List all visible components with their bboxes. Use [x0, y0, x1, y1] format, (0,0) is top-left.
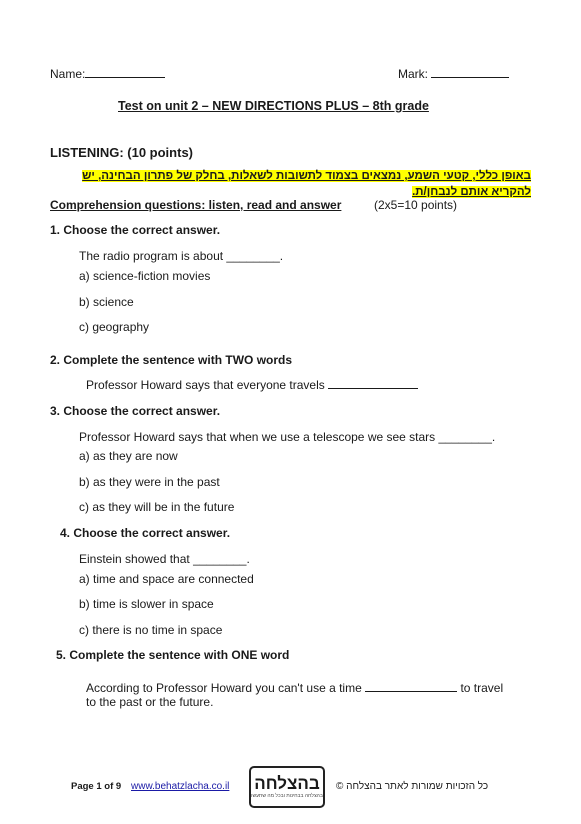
q4-heading: 4. Choose the correct answer. — [60, 526, 231, 540]
q1-option-a[interactable]: a) science-fiction movies — [79, 269, 211, 283]
name-label: Name: — [50, 67, 86, 81]
q4-option-c[interactable]: c) there is no time in space — [79, 623, 223, 637]
q2-stem-row — [86, 378, 418, 392]
q5-stem-after: to travel to the past or the future. — [86, 681, 504, 709]
name-field-row — [50, 67, 165, 81]
q3-option-a[interactable]: a) as they are now — [79, 449, 178, 463]
q4-stem: Einstein showed that ________. — [79, 552, 250, 566]
listening-heading: LISTENING: (10 points) — [50, 145, 193, 160]
q5-stem-block — [86, 681, 516, 709]
q3-stem: Professor Howard says that when we use a telescope we see stars ________. — [79, 430, 496, 444]
q5-answer-blank[interactable] — [365, 681, 457, 692]
q2-answer-blank[interactable] — [328, 378, 418, 389]
mark-field-row — [398, 67, 509, 81]
mark-blank[interactable] — [431, 67, 509, 78]
mark-label: Mark: — [398, 67, 428, 81]
q4-option-a[interactable]: a) time and space are connected — [79, 572, 254, 586]
hebrew-instruction: באופן כללי, קטעי השמע, נמצאים בצמוד לתשובות לשאלות, בחלק של פתרון הבחינה, יש להקריא אותם לנבחן/ת. — [82, 170, 531, 198]
comprehension-label: Comprehension questions: listen, read and answer — [50, 198, 342, 212]
q1-option-c[interactable]: c) geography — [79, 320, 150, 334]
name-blank[interactable] — [85, 67, 165, 78]
q2-stem: Professor Howard says that everyone travels — [86, 378, 325, 392]
test-title: Test on unit 2 – NEW DIRECTIONS PLUS – 8th grade — [118, 99, 429, 113]
page-number: Page 1 of 9 — [71, 781, 122, 792]
q1-stem: The radio program is about ________. — [79, 249, 284, 263]
logo-text: בהצלחה — [254, 774, 320, 793]
q5-heading: 5. Complete the sentence with ONE word — [56, 648, 290, 662]
q3-option-c[interactable]: c) as they will be in the future — [79, 500, 235, 514]
q1-option-b[interactable]: b) science — [79, 295, 134, 309]
logo-subtext: בהצלחה בבחינות ובכל מה שתעשו — [251, 793, 323, 799]
q3-option-b[interactable]: b) as they were in the past — [79, 475, 220, 489]
q1-heading: 1. Choose the correct answer. — [50, 223, 221, 237]
q2-heading: 2. Complete the sentence with TWO words — [50, 353, 293, 367]
site-link[interactable]: www.behatzlacha.co.il — [131, 781, 230, 792]
behatzlacha-logo — [249, 766, 325, 808]
q3-heading: 3. Choose the correct answer. — [50, 404, 221, 418]
copyright-text: כל הזכויות שמורות לאתר בהצלחה © — [336, 781, 489, 792]
points-label: (2x5=10 points) — [374, 198, 458, 212]
q5-stem-before: According to Professor Howard you can't use a time — [86, 681, 362, 695]
q4-option-b[interactable]: b) time is slower in space — [79, 597, 214, 611]
